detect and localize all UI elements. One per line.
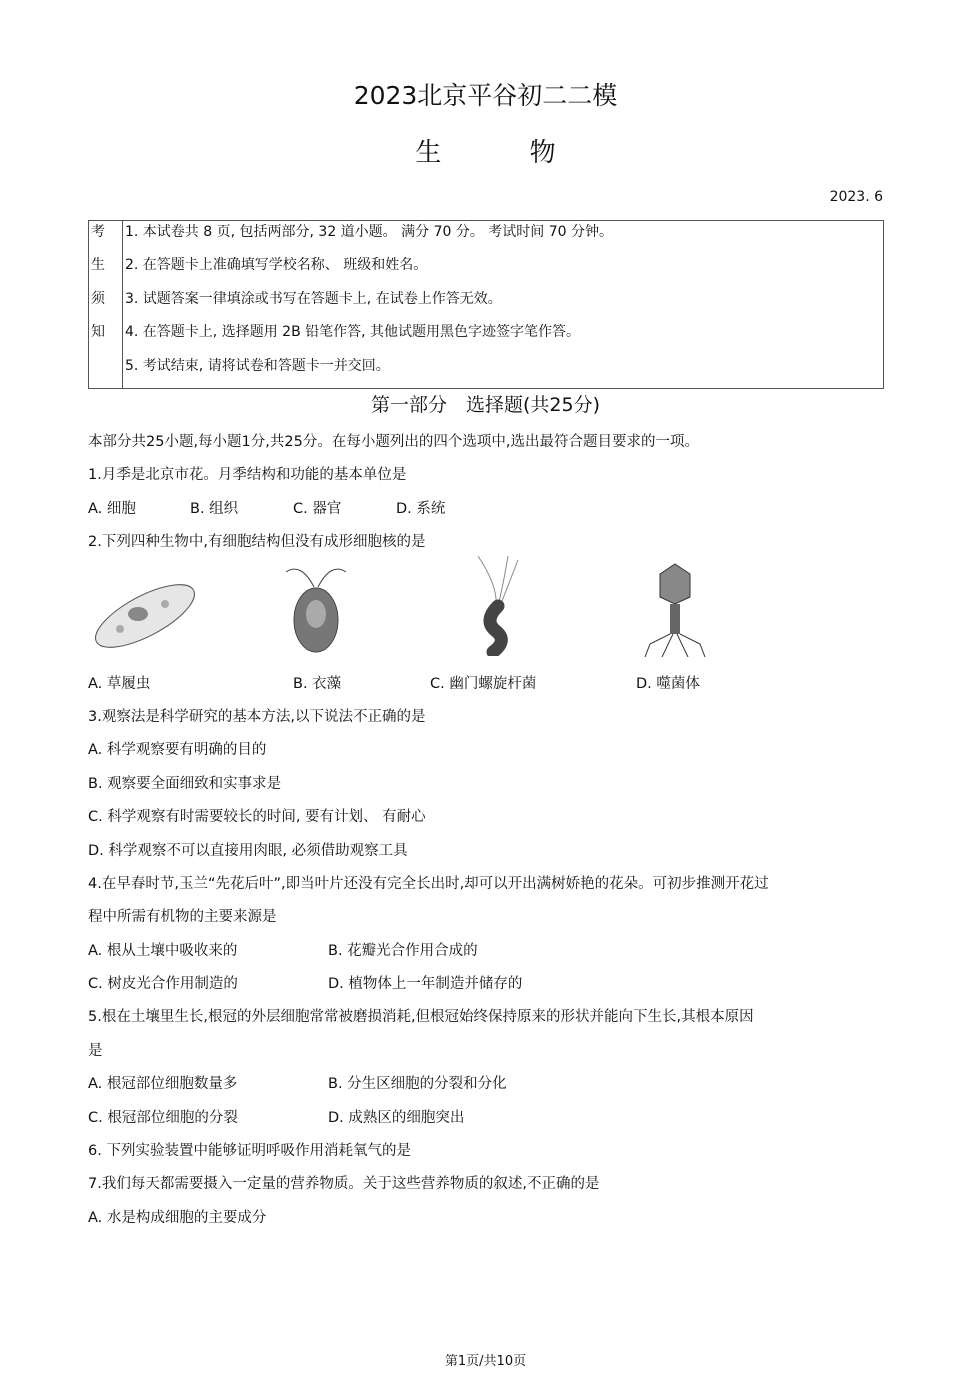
notice-table	[88, 220, 884, 389]
section-heading: 第一部分 选择题(共25分)	[370, 394, 600, 416]
option: A. 根从土壤中吸收来的	[88, 942, 238, 959]
option: A. 草履虫	[88, 675, 151, 692]
option: C. 树皮光合作用制造的	[88, 976, 238, 993]
notice-label-char: 考	[91, 224, 105, 240]
notice-item: 3. 试题答案一律填涂或书写在答题卡上, 在试卷上作答无效。	[125, 290, 502, 307]
option: B. 组织	[190, 500, 239, 517]
q4-options-row	[88, 970, 888, 1003]
option: A. 细胞	[88, 500, 136, 517]
subject-title: 生 物	[415, 138, 596, 168]
option: B. 分生区细胞的分裂和分化	[328, 1076, 507, 1093]
q7-stem: 7.我们每天都需要摄入一定量的营养物质。关于这些营养物质的叙述,不正确的是	[88, 1176, 600, 1193]
q2-stem: 2.下列四种生物中,有细胞结构但没有成形细胞核的是	[88, 534, 426, 551]
option: D. 噬菌体	[636, 675, 700, 692]
q4-stem: 4.在早春时节,玉兰“先花后叶”,即当叶片还没有完全长出时,却可以开出满树娇艳的花朵。可初步推测开花过	[88, 875, 769, 892]
option: B. 衣藻	[293, 675, 342, 692]
notice-label	[89, 221, 123, 389]
q4-stem-cont: 程中所需有机物的主要来源是	[88, 909, 277, 926]
notice-item: 4. 在答题卡上, 选择题用 2B 铅笔作答, 其他试题用黑色字迹签字笔作答。	[125, 324, 581, 341]
notice-item: 1. 本试卷共 8 页, 包括两部分, 32 道小题。 满分 70 分。 考试时间 70 分钟。	[125, 224, 614, 240]
q5-options-row	[88, 1104, 888, 1137]
q1-stem: 1.月季是北京市花。月季结构和功能的基本单位是	[88, 467, 407, 484]
option: D. 植物体上一年制造并储存的	[328, 976, 523, 993]
option: B. 观察要全面细致和实事求是	[88, 775, 282, 792]
questions	[88, 428, 888, 1237]
notice-label-char: 须	[91, 290, 105, 307]
q4-options-row	[88, 937, 888, 970]
q2-options	[88, 670, 888, 703]
paramecium-image	[90, 574, 200, 654]
notice-label-char: 知	[91, 324, 105, 341]
section-intro: 本部分共25小题,每小题1分,共25分。在每小题列出的四个选项中,选出最符合题目要求的一项。	[88, 434, 699, 450]
notice-label-char: 生	[91, 257, 105, 274]
chlamydomonas-image	[276, 562, 356, 662]
option: C. 根冠部位细胞的分裂	[88, 1109, 238, 1126]
bacteriophage-image	[640, 562, 710, 657]
exam-date: 2023. 6	[829, 189, 883, 205]
option: C. 幽门螺旋杆菌	[430, 675, 537, 692]
option: C. 器官	[293, 500, 342, 517]
option: D. 科学观察不可以直接用肉眼, 必须借助观察工具	[88, 842, 408, 859]
q6-stem: 6. 下列实验装置中能够证明呼吸作用消耗氧气的是	[88, 1143, 411, 1160]
option: A. 科学观察要有明确的目的	[88, 742, 267, 759]
q3-stem: 3.观察法是科学研究的基本方法,以下说法不正确的是	[88, 708, 426, 725]
option: D. 系统	[396, 500, 446, 517]
option: A. 根冠部位细胞数量多	[88, 1076, 238, 1093]
page-number: 第1页/共10页	[444, 1354, 527, 1369]
notice-items	[123, 221, 884, 389]
option: B. 花瓣光合作用合成的	[328, 942, 478, 959]
notice-item: 5. 考试结束, 请将试卷和答题卡一并交回。	[125, 357, 390, 374]
q2-figures	[88, 562, 888, 670]
q5-stem-cont: 是	[88, 1042, 103, 1059]
notice-item: 2. 在答题卡上准确填写学校名称、 班级和姓名。	[125, 257, 428, 274]
q5-options-row	[88, 1070, 888, 1103]
option: A. 水是构成细胞的主要成分	[88, 1209, 267, 1226]
q5-stem: 5.根在土壤里生长,根冠的外层细胞常常被磨损消耗,但根冠始终保持原来的形状并能向下生长,其根本原因	[88, 1009, 754, 1026]
option: C. 科学观察有时需要较长的时间, 要有计划、 有耐心	[88, 809, 426, 826]
option: D. 成熟区的细胞突出	[328, 1109, 465, 1126]
helicobacter-image	[468, 556, 528, 656]
exam-title: 2023北京平谷初二二模	[353, 81, 618, 110]
q1-options	[88, 495, 888, 528]
